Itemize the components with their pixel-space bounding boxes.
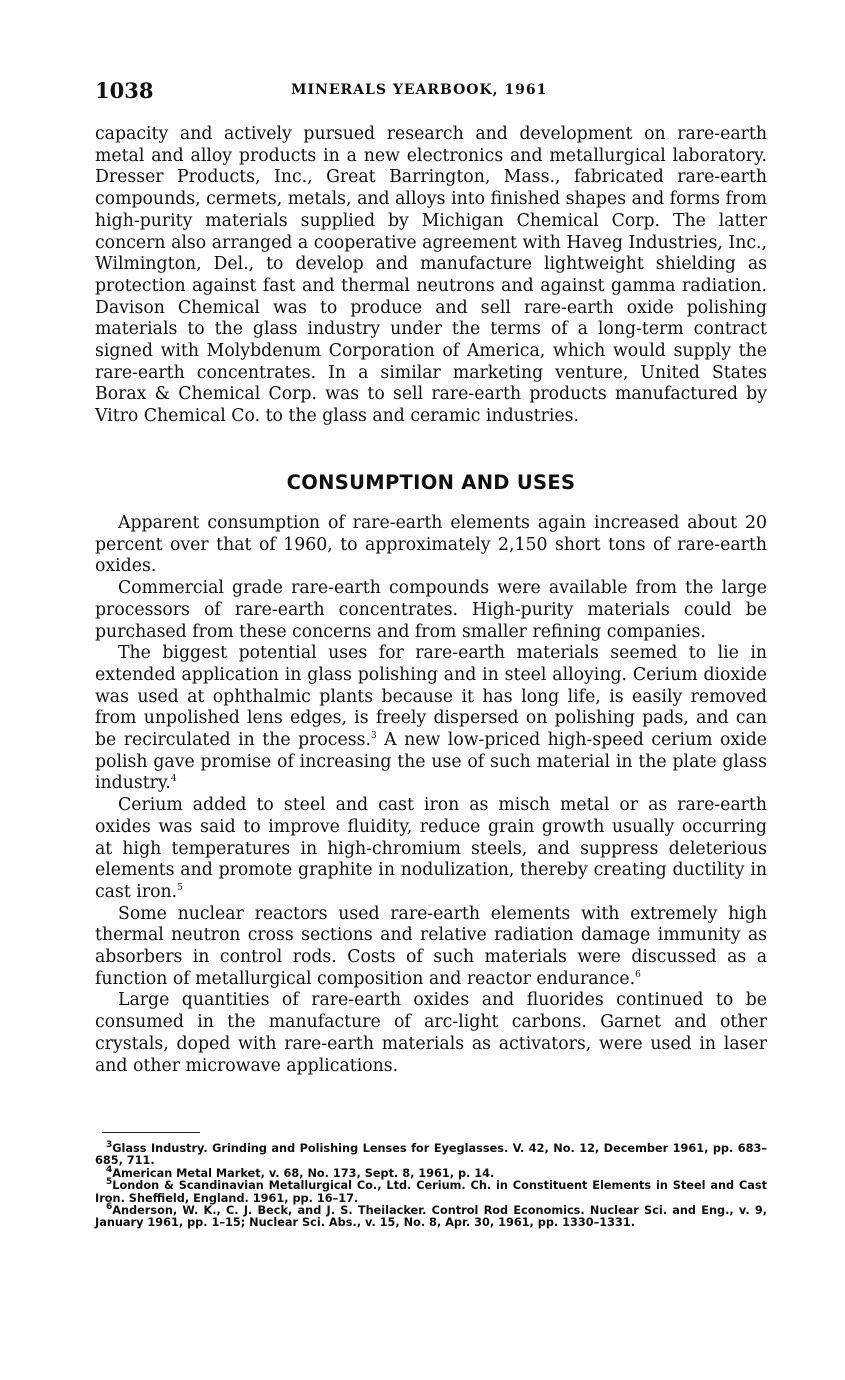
paragraph-consumption-estimate: Apparent consumption of rare-earth elements again increased about 20 percent over that of 1960, to approximately 2,150 short tons of rare-earth oxides. (95, 513, 767, 577)
footnote-marker: 4 (106, 1165, 113, 1176)
footnote-marker: 3 (106, 1140, 113, 1151)
paragraph-text: Some nuclear reactors used rare-earth elements with extremely high thermal neutron cross sections and relative radiation damage immunity as absorbers in control rods. Costs of such materials were discussed as a function of metallurgical composition and reactor endurance. (95, 903, 767, 989)
footnotes (95, 1140, 767, 1230)
paragraph-nuclear-reactors (95, 904, 767, 991)
paragraph-text: Cerium added to steel and cast iron as misch metal or as rare-earth oxides was said to improve fluidity, reduce grain growth usually occurring at high temperatures in high-chromium steels, and suppress deleterious elements and promote graphite in nodulization, thereby creating ductility in cast iron. (95, 795, 767, 902)
paragraph-potential-uses (95, 643, 767, 795)
footnote (95, 1177, 767, 1205)
paragraph-text: A new low-priced high-speed cerium oxide polish gave promise of increasing the use of such material in the plate glass industry. (95, 730, 767, 794)
paragraph-text: The biggest potential uses for rare-earth materials seemed to lie in extended application in glass polishing and in steel alloying. Cerium dioxide was used at ophthalmic plants because it has long life, is easily removed from unpolished lens edges, is freely dispersed on polishing pads, and can be recirculated in the process. (95, 643, 767, 751)
footnote-reference: 4 (170, 774, 177, 785)
footnote-reference: 6 (635, 970, 641, 980)
page-number: 1038 (95, 78, 154, 103)
paragraph-commercial-grade: Commercial grade rare-earth compounds were available from the large processors of rare-earth concentrates. High-purity materials could be purchased from these concerns and from smaller refining companies. (95, 578, 767, 642)
footnote-reference: 5 (177, 883, 183, 894)
section-heading: CONSUMPTION AND USES (286, 471, 576, 494)
consumption-section (95, 513, 767, 1077)
footnote-text: London & Scandinavian Metallurgical Co., Ltd. Cerium. Ch. in Constituent Elements in Steel and Cast Iron. Sheffield, England. 1961, pp. 16–17. (95, 1179, 767, 1205)
footnote-text: American Metal Market, v. 68, No. 173, Sept. 8, 1961, p. 14. (112, 1166, 495, 1180)
intro-paragraph: capacity and actively pursued research and development on rare-earth metal and alloy products in a new electronics and metallurgical laboratory. Dresser Products, Inc., Great Barrington, Mass., fabricated rare-earth compounds, cermets, metals, and alloys into finished shapes and forms from high-purity materials supplied by Michigan Chemical Corp. The latter concern also arranged a cooperative agreement with Haveg Industries, Inc., Wilmington, Del., to develop and manufacture lightweight shielding as protection against fast and thermal neutrons and against gamma radiation. Davison Chemical was to produce and sell rare-earth oxide polishing materials to the glass industry under the terms of a long-term contract signed with Molybdenum Corporation of America, which would supply the rare-earth concentrates. In a similar marketing venture, United States Borax & Chemical Corp. was to sell rare-earth products manufactured by Vitro Chemical Co. to the glass and ceramic industries. (95, 124, 767, 427)
footnote-marker: 5 (106, 1177, 113, 1188)
footnote-reference: 3 (370, 731, 377, 742)
footnote (95, 1202, 767, 1230)
paragraph-cerium-steel (95, 795, 767, 904)
running-header (95, 78, 765, 106)
footnote-text: Glass Industry. Grinding and Polishing Lenses for Eyeglasses. V. 42, No. 12, December 1961, pp. 683–685, 711. (95, 1142, 767, 1168)
paragraph-arc-light: Large quantities of rare-earth oxides and fluorides continued to be consumed in the manufacture of arc-light carbons. Garnet and other crystals, doped with rare-earth materials as activators, were used in laser and other microwave applications. (95, 990, 767, 1076)
footnote-text: Anderson, W. K., C. J. Beck, and J. S. Theilacker. Control Rod Economics. Nuclear Sci. and Eng., v. 9, January 1961, pp. 1–15; Nuclear Sci. Abs., v. 15, No. 8, Apr. 30, 1961, pp. 1330–1331. (95, 1204, 767, 1230)
footnote-marker: 6 (106, 1202, 113, 1213)
footnote-divider (102, 1132, 200, 1133)
publication-title: MINERALS YEARBOOK, 1961 (291, 82, 548, 98)
footnote (95, 1140, 767, 1168)
intro-section (95, 124, 767, 428)
